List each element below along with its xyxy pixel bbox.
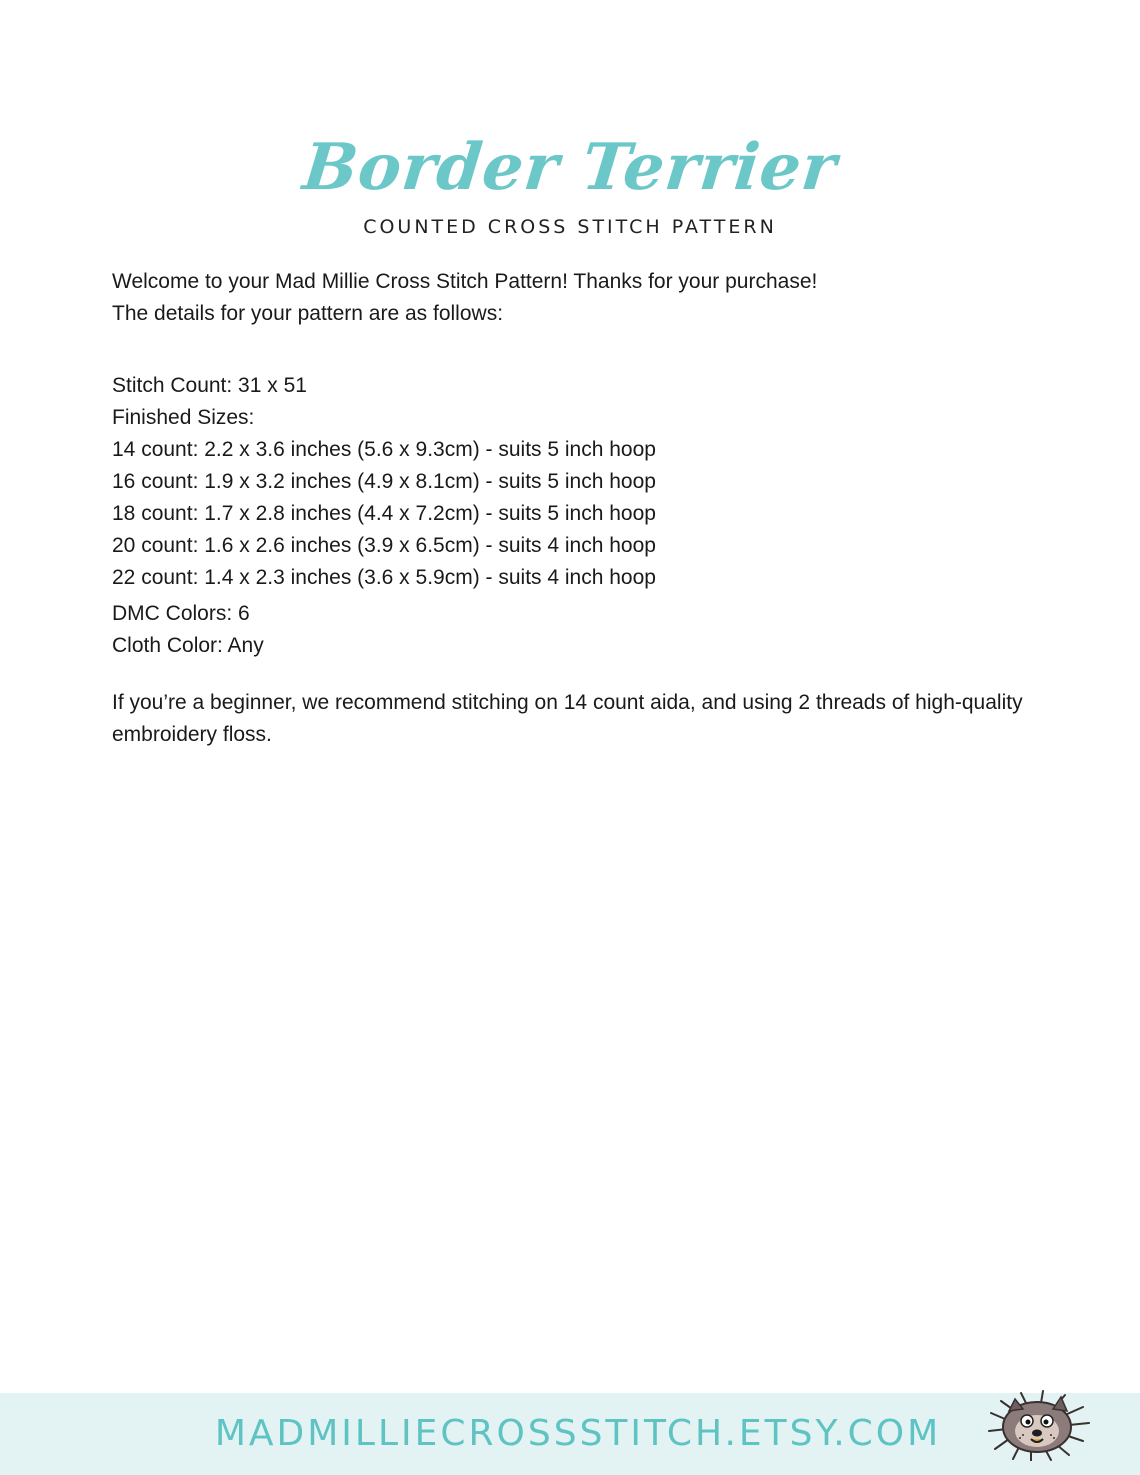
size-row: 18 count: 1.7 x 2.8 inches (4.4 x 7.2cm) - suits 5 inch hoop <box>112 502 656 525</box>
finished-sizes-label: Finished Sizes: <box>112 406 255 429</box>
pattern-title: Border Terrier <box>299 130 841 205</box>
intro-line-1: Welcome to your Mad Millie Cross Stitch Pattern! Thanks for your purchase! <box>112 270 818 293</box>
pattern-subtitle: COUNTED CROSS STITCH PATTERN <box>363 216 777 238</box>
dmc-colors: DMC Colors: 6 <box>112 602 250 625</box>
size-row: 20 count: 1.6 x 2.6 inches (3.9 x 6.5cm) - suits 4 inch hoop <box>112 534 656 557</box>
stitch-count: Stitch Count: 31 x 51 <box>112 374 307 397</box>
shop-url: MADMILLIECROSSSTITCH.ETSY.COM <box>214 1413 942 1454</box>
terrier-mascot-icon <box>985 1389 1101 1461</box>
beginner-recommendation: If you’re a beginner, we recommend stitching on 14 count aida, and using 2 threads of high-quality embroidery floss. <box>112 691 1023 746</box>
cloth-color: Cloth Color: Any <box>112 634 264 657</box>
size-row: 16 count: 1.9 x 3.2 inches (4.9 x 8.1cm) - suits 5 inch hoop <box>112 470 656 493</box>
size-row: 14 count: 2.2 x 3.6 inches (5.6 x 9.3cm) - suits 5 inch hoop <box>112 438 656 461</box>
size-row: 22 count: 1.4 x 2.3 inches (3.6 x 5.9cm) - suits 4 inch hoop <box>112 566 656 589</box>
header <box>0 128 1140 240</box>
pattern-details <box>112 266 1032 751</box>
intro-line-2: The details for your pattern are as follows: <box>112 302 504 325</box>
specs-list <box>112 370 1032 662</box>
intro-text <box>112 266 1032 330</box>
footer-band <box>0 1393 1140 1475</box>
